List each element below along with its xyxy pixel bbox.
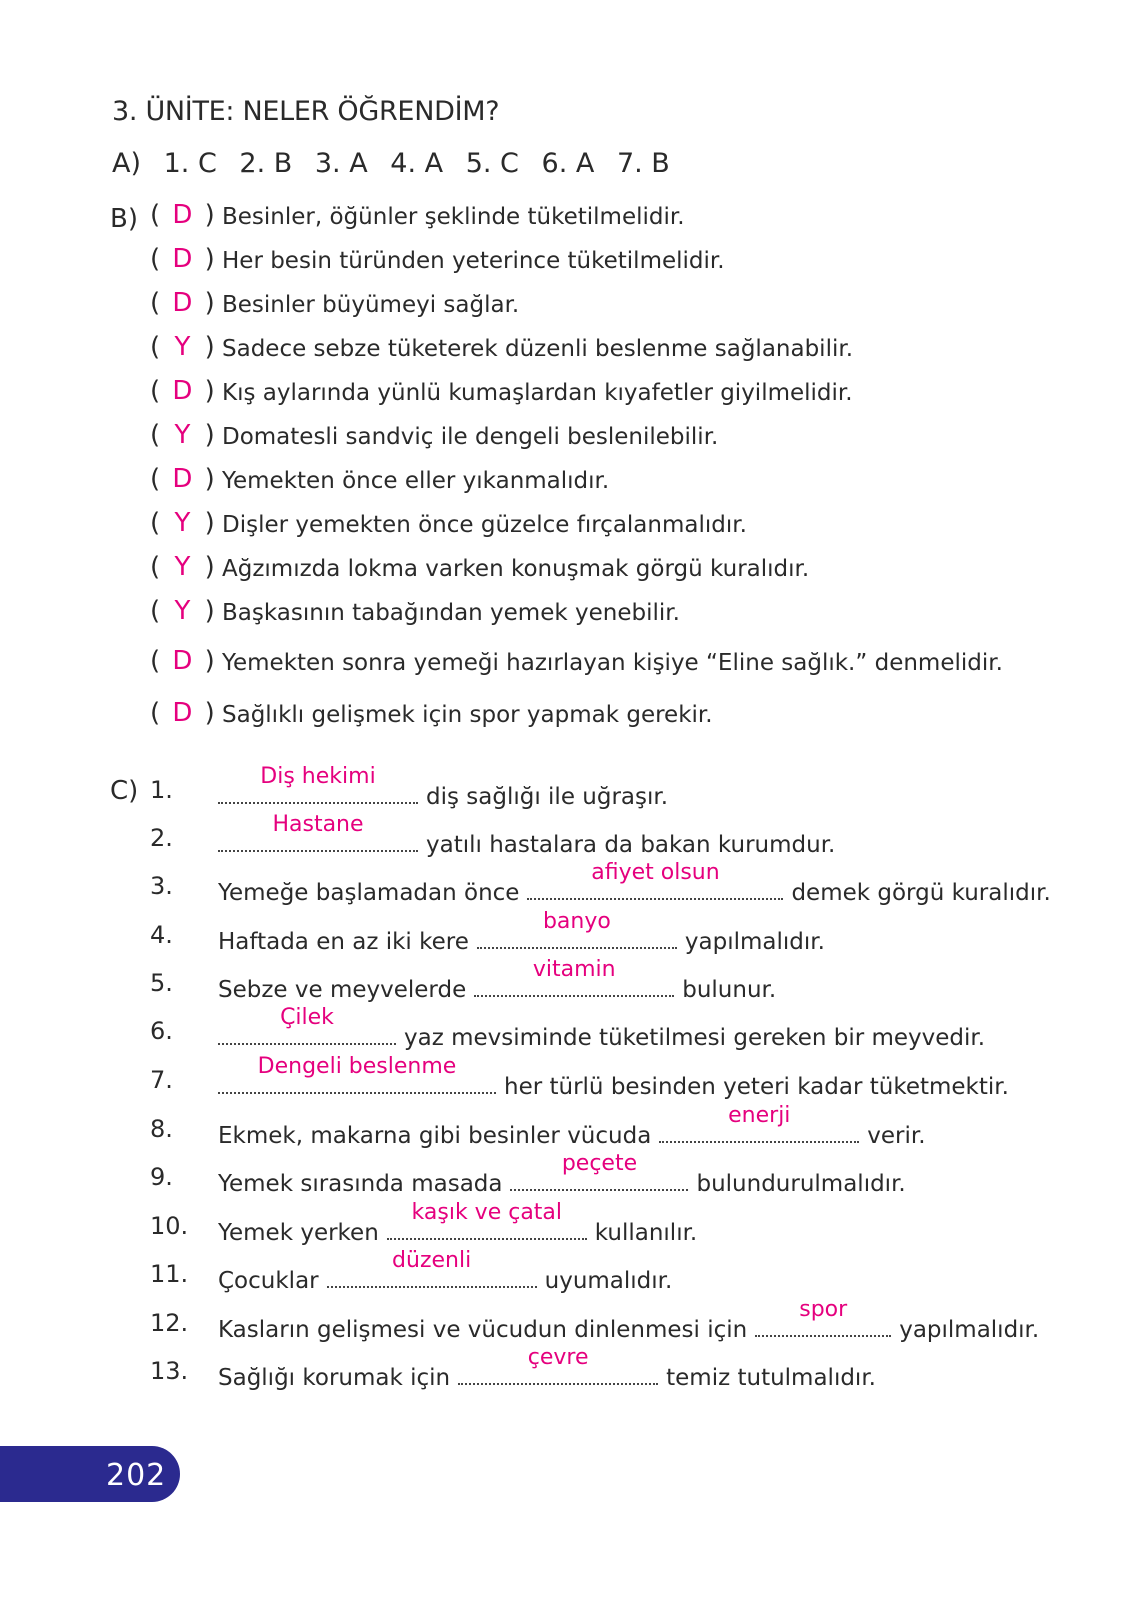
item-number: 12.	[150, 1309, 189, 1337]
tf-item	[150, 420, 719, 460]
answer-blank	[218, 764, 418, 804]
answer-parens: ( D )	[150, 698, 215, 728]
sentence-start: Sağlığı korumak için	[218, 1365, 451, 1391]
answer-parens: ( Y )	[150, 420, 215, 450]
answer-parens: ( D )	[150, 376, 215, 406]
sentence-end: demek görgü kuralıdır.	[791, 880, 1051, 906]
tf-statement: Dişler yemekten önce güzelce fırçalanmalıdır.	[222, 512, 747, 538]
sentence-end: temiz tutulmalıdır.	[666, 1365, 876, 1391]
sentence	[218, 1248, 673, 1294]
sentence	[218, 1103, 926, 1149]
tf-mark: Y	[174, 596, 191, 626]
sentence	[218, 764, 669, 810]
answer-parens: ( D )	[150, 288, 215, 318]
tf-item	[150, 698, 713, 738]
sentence	[218, 1151, 906, 1197]
answer-parens: ( Y )	[150, 332, 215, 362]
blank-answer: çevre	[527, 1345, 589, 1370]
item-number: 5.	[150, 969, 173, 997]
sentence-start: Yemek yerken	[218, 1220, 379, 1246]
sentence-start: Sebze ve meyvelerde	[218, 977, 467, 1003]
sentence-end: bulundurulmalıdır.	[696, 1171, 906, 1197]
blank-answer: kaşık ve çatal	[411, 1200, 563, 1225]
answer-a-6: 6. A	[541, 148, 595, 179]
answer-parens: ( Y )	[150, 552, 215, 582]
tf-item	[150, 596, 680, 636]
answer-blank	[327, 1248, 537, 1288]
tf-item	[150, 552, 810, 592]
sentence-end: yatılı hastalara da bakan kurumdur.	[426, 832, 836, 858]
tf-statement: Sağlıklı gelişmek için spor yapmak gerekir.	[222, 702, 713, 728]
section-b-label: B)	[110, 204, 138, 234]
item-number: 2.	[150, 824, 173, 852]
sentence	[218, 1297, 1040, 1343]
blank-answer: banyo	[542, 909, 611, 934]
item-number: 6.	[150, 1017, 173, 1045]
sentence-start: Kasların gelişmesi ve vücudun dinlenmesi için	[218, 1317, 748, 1343]
tf-statement: Besinler, öğünler şeklinde tüketilmelidir.	[222, 204, 685, 230]
answer-blank	[755, 1297, 891, 1337]
item-number: 11.	[150, 1260, 189, 1288]
tf-statement: Yemekten sonra yemeği hazırlayan kişiye “Eline sağlık.” denmelidir.	[222, 650, 1003, 676]
answer-blank	[218, 1005, 396, 1045]
answer-blank	[387, 1200, 587, 1240]
item-number: 1.	[150, 776, 173, 804]
sentence-end: yapılmalıdır.	[684, 929, 825, 955]
tf-item	[150, 464, 610, 504]
sentence	[218, 1345, 876, 1391]
tf-mark: D	[172, 244, 193, 274]
answer-a-5: 5. C	[465, 148, 519, 179]
sentence-end: kullanılır.	[594, 1220, 698, 1246]
blank-answer: düzenli	[392, 1248, 472, 1273]
sentence-end: verir.	[867, 1123, 926, 1149]
tf-statement: Her besin türünden yeterince tüketilmelidir.	[222, 248, 725, 274]
tf-mark: Y	[174, 332, 191, 362]
answer-a-7: 7. B	[616, 148, 670, 179]
item-number: 10.	[150, 1212, 189, 1240]
answer-blank	[218, 812, 418, 852]
tf-statement: Yemekten önce eller yıkanmalıdır.	[222, 468, 610, 494]
blank-answer: Hastane	[272, 812, 364, 837]
answer-a-1: 1. C	[163, 148, 217, 179]
answer-parens: ( D )	[150, 464, 215, 494]
tf-mark: Y	[174, 508, 191, 538]
blank-answer: spor	[799, 1297, 848, 1322]
tf-item	[150, 376, 853, 416]
section-c-label: C)	[110, 776, 139, 806]
answer-parens: ( Y )	[150, 596, 215, 626]
answer-blank	[458, 1345, 658, 1385]
sentence-end: her türlü besinden yeteri kadar tüketmektir.	[504, 1074, 1009, 1100]
tf-mark: D	[172, 646, 193, 676]
answer-a-2: 2. B	[239, 148, 293, 179]
tf-statement: Besinler büyümeyi sağlar.	[222, 292, 520, 318]
tf-mark: D	[172, 200, 193, 230]
blank-answer: Diş hekimi	[260, 764, 376, 789]
answer-parens: ( Y )	[150, 508, 215, 538]
sentence	[218, 1005, 986, 1051]
section-a-answers	[112, 148, 684, 179]
tf-item	[150, 200, 685, 240]
blank-answer: afiyet olsun	[591, 860, 720, 885]
tf-item	[150, 332, 854, 372]
tf-statement: Başkasının tabağından yemek yenebilir.	[222, 600, 680, 626]
tf-item	[150, 288, 520, 328]
answer-parens: ( D )	[150, 646, 215, 676]
tf-mark: D	[172, 376, 193, 406]
answer-blank	[510, 1151, 688, 1191]
item-number: 13.	[150, 1357, 189, 1385]
item-number: 8.	[150, 1115, 173, 1143]
tf-mark: D	[172, 288, 193, 318]
page-number: 202	[106, 1458, 167, 1493]
tf-mark: D	[172, 698, 193, 728]
answer-a-3: 3. A	[314, 148, 368, 179]
blank-answer: vitamin	[532, 957, 616, 982]
tf-statement: Ağzımızda lokma varken konuşmak görgü kuralıdır.	[222, 556, 810, 582]
answer-blank	[474, 957, 674, 997]
sentence-end: yapılmalıdır.	[899, 1317, 1040, 1343]
sentence	[218, 812, 836, 858]
tf-item	[150, 646, 1003, 686]
answer-blank	[659, 1103, 859, 1143]
blank-answer: Dengeli beslenme	[257, 1054, 457, 1079]
tf-mark: D	[172, 464, 193, 494]
section-a-label: A)	[112, 148, 142, 179]
item-number: 7.	[150, 1066, 173, 1094]
blank-answer: peçete	[561, 1151, 638, 1176]
sentence-end: yaz mevsiminde tüketilmesi gereken bir meyvedir.	[404, 1025, 986, 1051]
answer-parens: ( D )	[150, 200, 215, 230]
tf-item	[150, 244, 725, 284]
answer-a-4: 4. A	[390, 148, 444, 179]
sentence-start: Ekmek, makarna gibi besinler vücuda	[218, 1123, 652, 1149]
sentence	[218, 1054, 1009, 1100]
item-number: 3.	[150, 872, 173, 900]
tf-statement: Domatesli sandviç ile dengeli beslenilebilir.	[222, 424, 719, 450]
tf-mark: Y	[174, 552, 191, 582]
blank-answer: enerji	[728, 1103, 791, 1128]
blank-answer: Çilek	[280, 1005, 334, 1030]
tf-item	[150, 508, 747, 548]
item-number: 9.	[150, 1163, 173, 1191]
tf-statement: Kış aylarında yünlü kumaşlardan kıyafetler giyilmelidir.	[222, 380, 853, 406]
tf-statement: Sadece sebze tüketerek düzenli beslenme sağlanabilir.	[222, 336, 854, 362]
sentence-start: Yemeğe başlamadan önce	[218, 880, 520, 906]
answer-blank	[527, 860, 783, 900]
answer-blank	[477, 909, 677, 949]
sentence-start: Çocuklar	[218, 1268, 319, 1294]
sentence-start: Yemek sırasında masada	[218, 1171, 503, 1197]
answer-parens: ( D )	[150, 244, 215, 274]
sentence	[218, 860, 1051, 906]
tf-mark: Y	[174, 420, 191, 450]
sentence-start: Haftada en az iki kere	[218, 929, 469, 955]
sentence	[218, 909, 825, 955]
answer-blank	[218, 1054, 496, 1094]
sentence	[218, 1200, 698, 1246]
item-number: 4.	[150, 921, 173, 949]
sentence-end: bulunur.	[682, 977, 777, 1003]
page-title: 3. ÜNİTE: NELER ÖĞRENDİM?	[112, 96, 500, 127]
sentence	[218, 957, 777, 1003]
sentence-end: uyumalıdır.	[544, 1268, 673, 1294]
sentence-end: diş sağlığı ile uğraşır.	[426, 784, 669, 810]
